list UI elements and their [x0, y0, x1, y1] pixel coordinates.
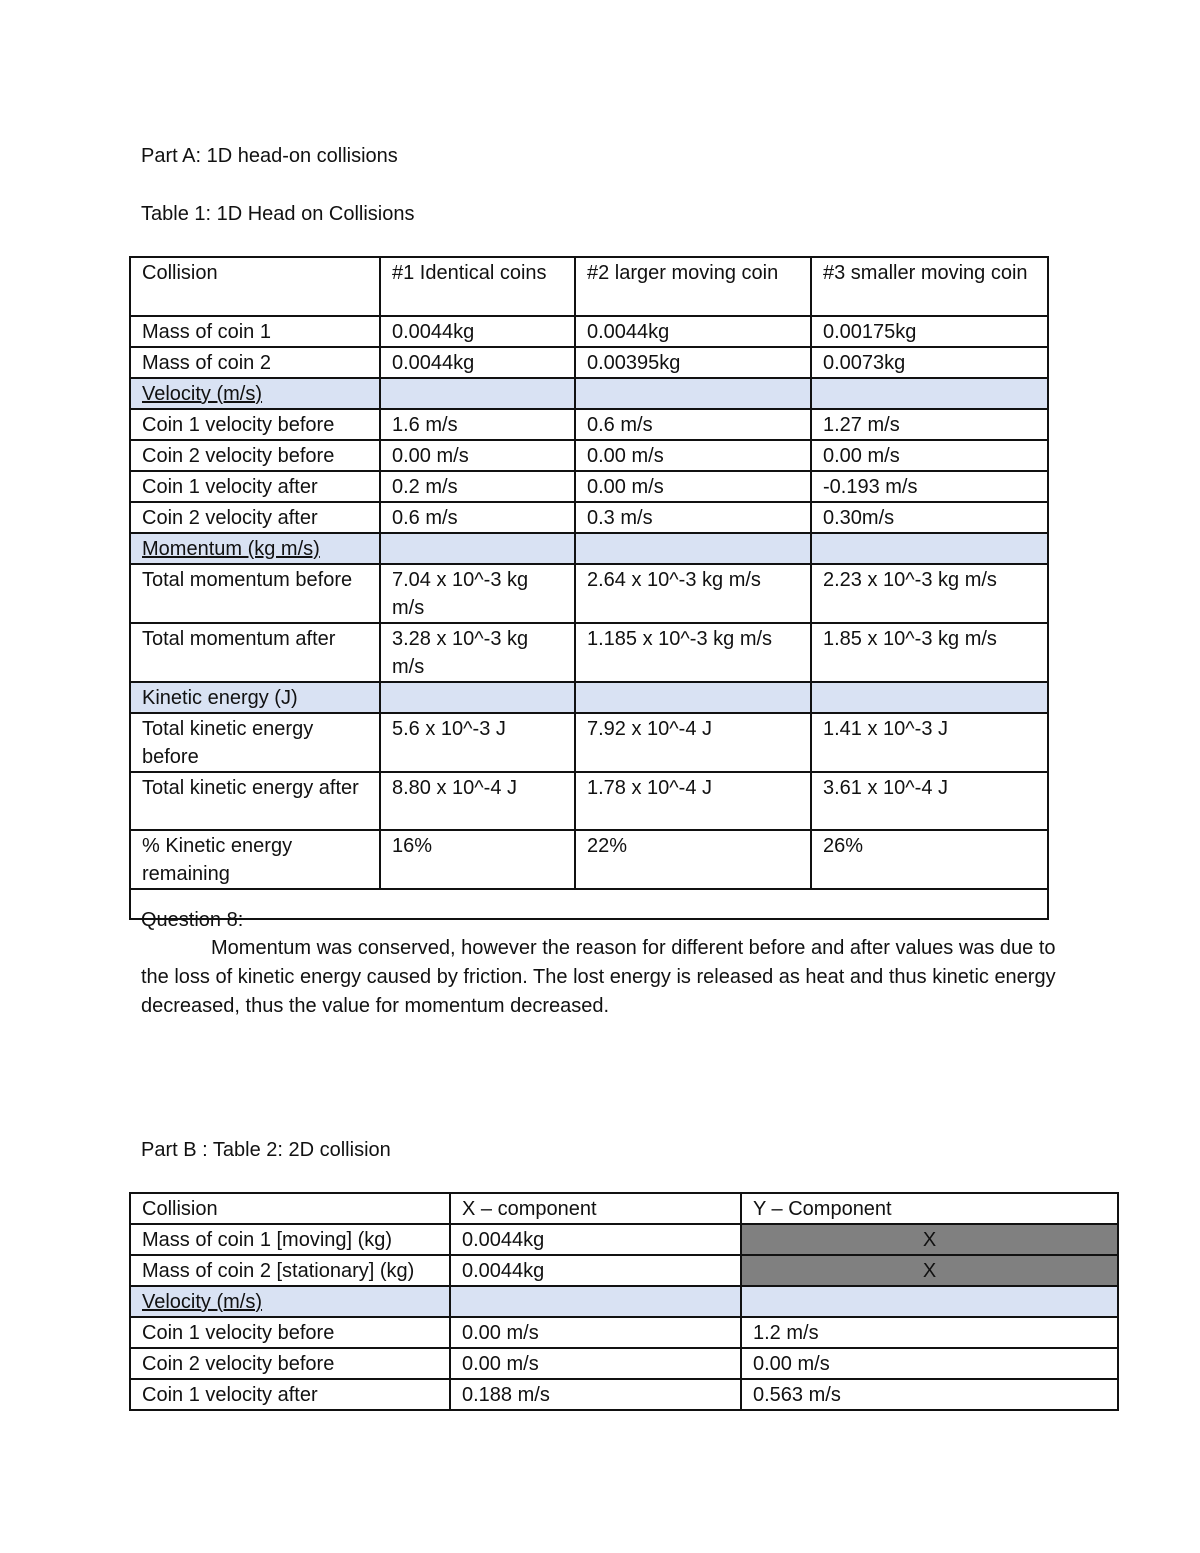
- answer-text: Momentum was conserved, however the reason for different before and after values was due to the loss of kinetic energy caused by friction. The lost energy is released as heat and thus kinetic energy decreased, thus the value for momentum decreased.: [141, 937, 1056, 1017]
- table-cell: 1.6 m/s: [380, 409, 575, 440]
- table-cell: 1.185 x 10^-3 kg m/s: [575, 623, 811, 682]
- table-cell: 5.6 x 10^-3 J: [380, 713, 575, 772]
- table-cell: 7.04 x 10^-3 kg m/s: [380, 564, 575, 623]
- table-row: [130, 1255, 1118, 1286]
- section-label: Velocity (m/s): [130, 378, 380, 409]
- section-label: Momentum (kg m/s): [130, 533, 380, 564]
- table-row: [130, 471, 1048, 502]
- section-label: Velocity (m/s): [130, 1286, 450, 1317]
- header-cell: #3 smaller moving coin: [811, 257, 1048, 316]
- table-row: [130, 1379, 1118, 1410]
- row-label: % Kinetic energy remaining: [130, 830, 380, 889]
- row-label: Coin 1 velocity before: [130, 1317, 450, 1348]
- table-cell: 0.00 m/s: [741, 1348, 1118, 1379]
- table-cell: 0.0044kg: [450, 1255, 741, 1286]
- table-cell: -0.193 m/s: [811, 471, 1048, 502]
- table-cell: 3.61 x 10^-4 J: [811, 772, 1048, 830]
- table-cell: 16%: [380, 830, 575, 889]
- table-cell: 3.28 x 10^-3 kg m/s: [380, 623, 575, 682]
- table2-caption: Part B : Table 2: 2D collision: [141, 1139, 391, 1161]
- row-label: Coin 2 velocity before: [130, 440, 380, 471]
- row-label: Total momentum before: [130, 564, 380, 623]
- question8-heading: Question 8:: [141, 909, 244, 931]
- header-cell: #2 larger moving coin: [575, 257, 811, 316]
- header-cell: Collision: [130, 257, 380, 316]
- section-row: [130, 378, 1048, 409]
- table-cell: 26%: [811, 830, 1048, 889]
- table-row: [130, 772, 1048, 830]
- row-label: Total kinetic energy before: [130, 713, 380, 772]
- table-cell: 0.0044kg: [380, 347, 575, 378]
- table-cell: 1.27 m/s: [811, 409, 1048, 440]
- table1-caption: Table 1: 1D Head on Collisions: [141, 203, 415, 225]
- table-row: [130, 347, 1048, 378]
- table-cell: 7.92 x 10^-4 J: [575, 713, 811, 772]
- row-label: Coin 2 velocity before: [130, 1348, 450, 1379]
- table-cell: 1.41 x 10^-3 J: [811, 713, 1048, 772]
- table-cell: 0.00175kg: [811, 316, 1048, 347]
- na-cell: X: [741, 1255, 1118, 1286]
- row-label: Mass of coin 2 [stationary] (kg): [130, 1255, 450, 1286]
- table-cell: 0.3 m/s: [575, 502, 811, 533]
- table-cell: 1.2 m/s: [741, 1317, 1118, 1348]
- table-cell: 0.0044kg: [450, 1224, 741, 1255]
- table-cell: 8.80 x 10^-4 J: [380, 772, 575, 830]
- table-cell: 0.00 m/s: [380, 440, 575, 471]
- row-label: Coin 1 velocity before: [130, 409, 380, 440]
- row-label: Coin 1 velocity after: [130, 1379, 450, 1410]
- table-row: [130, 830, 1048, 889]
- table-cell: 2.23 x 10^-3 kg m/s: [811, 564, 1048, 623]
- table-cell: 0.0044kg: [575, 316, 811, 347]
- table-row: [130, 623, 1048, 682]
- empty-row: [130, 889, 1048, 919]
- table-cell: 0.0073kg: [811, 347, 1048, 378]
- table-cell: 0.00 m/s: [575, 471, 811, 502]
- header-cell: Collision: [130, 1193, 450, 1224]
- table-cell: 2.64 x 10^-3 kg m/s: [575, 564, 811, 623]
- table-row: [130, 502, 1048, 533]
- table-row: [130, 316, 1048, 347]
- row-label: Total momentum after: [130, 623, 380, 682]
- question8-answer: [141, 934, 1061, 1021]
- table-row: [130, 1224, 1118, 1255]
- section-label: Kinetic energy (J): [130, 682, 380, 713]
- table-row: [130, 564, 1048, 623]
- table-row: [130, 440, 1048, 471]
- row-label: Coin 1 velocity after: [130, 471, 380, 502]
- table-cell: 0.563 m/s: [741, 1379, 1118, 1410]
- row-label: Coin 2 velocity after: [130, 502, 380, 533]
- table-cell: 0.6 m/s: [575, 409, 811, 440]
- section-row: [130, 1286, 1118, 1317]
- table-row: [130, 409, 1048, 440]
- na-cell: X: [741, 1224, 1118, 1255]
- row-label: Mass of coin 1: [130, 316, 380, 347]
- table-2d-collision: [129, 1192, 1119, 1411]
- table-cell: 0.6 m/s: [380, 502, 575, 533]
- table-cell: 1.78 x 10^-4 J: [575, 772, 811, 830]
- table-row: [130, 1317, 1118, 1348]
- table-header-row: [130, 1193, 1118, 1224]
- table-cell: 0.00395kg: [575, 347, 811, 378]
- section-row: [130, 682, 1048, 713]
- table-cell: 0.00 m/s: [575, 440, 811, 471]
- table-1d-collisions: [129, 256, 1049, 920]
- row-label: Total kinetic energy after: [130, 772, 380, 830]
- section-row: [130, 533, 1048, 564]
- table-header-row: [130, 257, 1048, 316]
- table-cell: 0.188 m/s: [450, 1379, 741, 1410]
- row-label: Mass of coin 2: [130, 347, 380, 378]
- header-cell: X – component: [450, 1193, 741, 1224]
- table-cell: 0.2 m/s: [380, 471, 575, 502]
- table-cell: 0.00 m/s: [450, 1317, 741, 1348]
- part-a-heading: Part A: 1D head-on collisions: [141, 145, 398, 167]
- table-cell: 0.30m/s: [811, 502, 1048, 533]
- table-cell: 1.85 x 10^-3 kg m/s: [811, 623, 1048, 682]
- header-cell: #1 Identical coins: [380, 257, 575, 316]
- table-row: [130, 713, 1048, 772]
- table-cell: 22%: [575, 830, 811, 889]
- table-cell: 0.00 m/s: [450, 1348, 741, 1379]
- header-cell: Y – Component: [741, 1193, 1118, 1224]
- table-cell: 0.00 m/s: [811, 440, 1048, 471]
- row-label: Mass of coin 1 [moving] (kg): [130, 1224, 450, 1255]
- table-row: [130, 1348, 1118, 1379]
- table-cell: 0.0044kg: [380, 316, 575, 347]
